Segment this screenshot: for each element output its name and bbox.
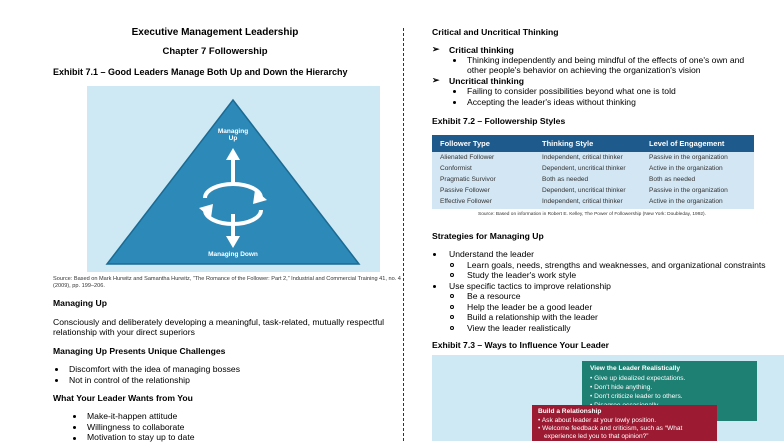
exhibit-1-source-2: (2009), pp. 199–206. xyxy=(53,283,105,289)
bullet xyxy=(73,426,76,429)
table-cell: Active in the organization xyxy=(649,198,723,205)
exhibit-3-title: Exhibit 7.3 – Ways to Influence Your Leader xyxy=(432,340,610,350)
critical-desc-1: Thinking independently and being mindful of the effects of one's own and xyxy=(467,55,745,65)
circle-bullet xyxy=(450,273,454,277)
table-cell: Dependent, uncritical thinker xyxy=(542,165,626,172)
managing-up-heading: Managing Up xyxy=(53,298,107,308)
view-item: • Don't hide anything. xyxy=(590,384,653,391)
table-cell: Both as needed xyxy=(542,176,589,183)
table-cell: Pragmatic Survivor xyxy=(440,176,496,183)
followership-styles-table xyxy=(432,135,754,221)
build-relationship-title: Build a Relationship xyxy=(538,408,602,415)
build-item: experience led you to that opinion?” xyxy=(544,433,649,440)
table-cell: Passive Follower xyxy=(440,187,490,194)
header-thinking-style: Thinking Style xyxy=(542,139,594,148)
exhibit-3-figure xyxy=(432,355,784,441)
view-item: • Give up idealized expectations. xyxy=(590,375,686,382)
bullet xyxy=(453,90,456,93)
bullet xyxy=(433,285,436,288)
table-cell: Alienated Follower xyxy=(440,154,495,161)
managing-up-label-2: Up xyxy=(228,135,238,142)
challenges-heading: Managing Up Presents Unique Challenges xyxy=(53,346,226,356)
circle-bullet xyxy=(450,305,454,309)
bullet xyxy=(453,59,456,62)
managing-up-text-1: Consciously and deliberately developing a meaningful, task-related, mutually respectful xyxy=(53,317,385,327)
view-leader-title: View the Leader Realistically xyxy=(590,365,681,372)
bullet xyxy=(73,415,76,418)
circle-bullet xyxy=(450,315,454,319)
chapter-title: Chapter 7 Followership xyxy=(162,46,268,57)
build-item: • Ask about leader at your lowly position. xyxy=(538,417,657,424)
doc-title: Executive Management Leadership xyxy=(131,27,299,38)
exhibit-1-source-1: Source: Based on Mark Hurwitz and Samantha Hurwitz, “The Romance of the Follower: Part 2,” Industrial and Commercial Training 41, no. 4 xyxy=(53,276,401,282)
tactics-sub-3: Build a relationship with the leader xyxy=(467,312,598,322)
tactics-sub-4: View the leader realistically xyxy=(467,323,571,333)
tactics-sub-1: Be a resource xyxy=(467,291,521,301)
uncritical-item-2: Accepting the leader's ideas without thinking xyxy=(467,97,636,107)
understand-sub-2: Study the leader's work style xyxy=(467,270,577,280)
arrow-bullet-icon: ➢ xyxy=(432,44,440,54)
exhibit-1-figure xyxy=(87,86,380,272)
table-cell: Effective Follower xyxy=(440,198,492,205)
bullet xyxy=(453,101,456,104)
bullet xyxy=(73,437,76,440)
view-item: • Don't criticize leader to others. xyxy=(590,393,683,400)
tactics-item: Use specific tactics to improve relationship xyxy=(449,281,611,291)
managing-up-text-2: relationship with your direct superiors xyxy=(53,327,195,337)
table-cell: Independent, critical thinker xyxy=(542,154,623,161)
wants-item-1: Make-it-happen attitude xyxy=(87,411,178,421)
wants-heading: What Your Leader Wants from You xyxy=(53,393,193,403)
table-body xyxy=(432,152,754,209)
arrow-bullet-icon: ➢ xyxy=(432,75,440,85)
critical-desc-2: other people's behavior on achieving the organization's vision xyxy=(467,65,701,75)
managing-down-label: Managing Down xyxy=(208,251,258,258)
tactics-sub-2: Help the leader be a good leader xyxy=(467,302,593,312)
table-cell: Both as needed xyxy=(649,176,696,183)
bullet xyxy=(55,379,58,382)
understand-sub-1: Learn goals, needs, strengths and weaknesses, and organizational constraints xyxy=(467,260,766,270)
exhibit-1-title: Exhibit 7.1 – Good Leaders Manage Both Up and Down the Hierarchy xyxy=(53,67,348,77)
uncritical-item-1: Failing to consider possibilities beyond what one is told xyxy=(467,86,676,96)
table-cell: Conformist xyxy=(440,165,472,172)
table-source: Source: Based on information in Robert E. Kelley, The Power of Followership (New York: Doubleday, 1992). xyxy=(478,212,706,217)
table-cell: Active in the organization xyxy=(649,165,723,172)
wants-item-3: Motivation to stay up to date xyxy=(87,432,195,442)
bullet xyxy=(55,368,58,371)
table-cell: Independent, critical thinker xyxy=(542,198,623,205)
exhibit-2-title: Exhibit 7.2 – Followership Styles xyxy=(432,116,566,126)
table-cell: Passive in the organization xyxy=(649,187,728,194)
circle-bullet xyxy=(450,326,454,330)
build-item: • Welcome feedback and criticism, such as “What xyxy=(538,425,683,432)
uncritical-label: Uncritical thinking xyxy=(449,76,524,86)
table-cell: Passive in the organization xyxy=(649,154,728,161)
header-engagement: Level of Engagement xyxy=(649,139,725,148)
critical-heading: Critical and Uncritical Thinking xyxy=(432,27,559,37)
strategies-heading: Strategies for Managing Up xyxy=(432,231,544,241)
wants-item-2: Willingness to collaborate xyxy=(87,422,185,432)
critical-label: Critical thinking xyxy=(449,45,514,55)
challenge-item-1: Discomfort with the idea of managing bosses xyxy=(69,364,241,374)
managing-up-label: Managing xyxy=(217,128,249,135)
table-header xyxy=(432,135,754,152)
table-cell: Dependent, uncritical thinker xyxy=(542,187,626,194)
pyramid-diagram xyxy=(87,86,380,272)
understand-item: Understand the leader xyxy=(449,249,535,259)
header-follower-type: Follower Type xyxy=(440,139,490,148)
circle-bullet xyxy=(450,294,454,298)
build-relationship-card xyxy=(532,405,717,441)
bullet xyxy=(433,253,436,256)
challenge-item-2: Not in control of the relationship xyxy=(69,375,190,385)
circle-bullet xyxy=(450,263,454,267)
column-divider xyxy=(403,28,404,441)
